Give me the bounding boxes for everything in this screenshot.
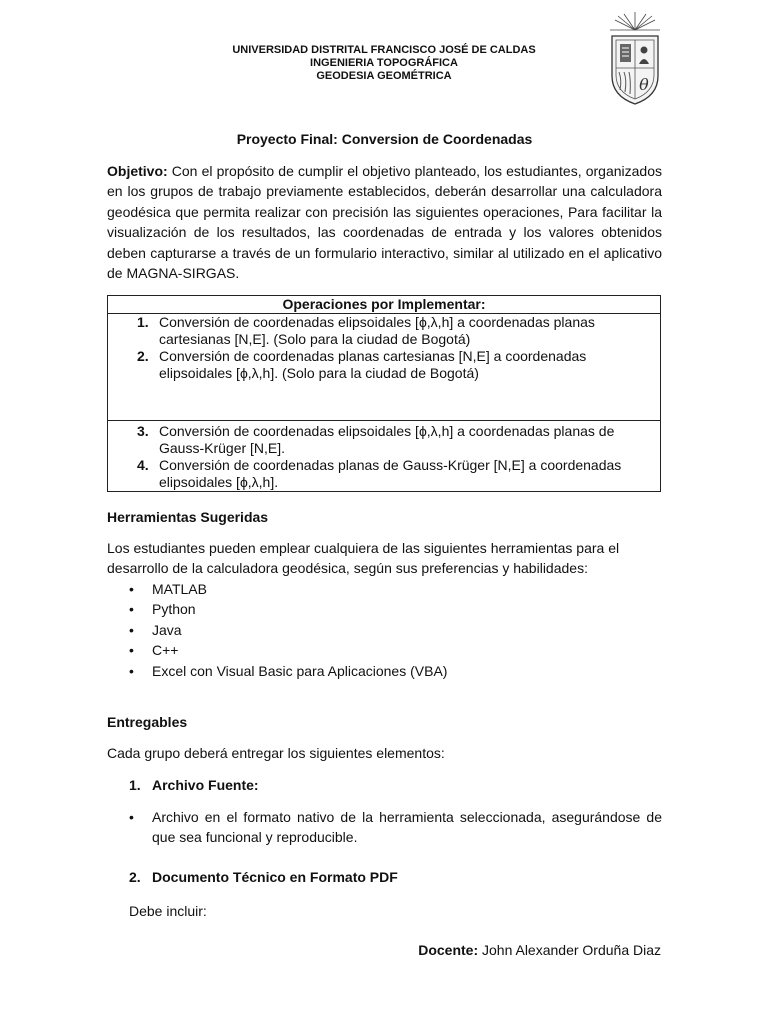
objective-paragraph <box>107 161 662 283</box>
operation-item: 2. Conversión de coordenadas planas cartesianas [N,E] a coordenadas elipsoidales [ϕ,λ,h]. (Solo para la ciudad de Bogotá) <box>137 348 587 381</box>
tools-intro: Los estudiantes pueden emplear cualquiera de las siguientes herramientas para el desarrollo de la calculadora geodésica, según sus preferencias y habilidades: <box>107 540 620 577</box>
list-item: • MATLAB <box>129 581 207 597</box>
teacher-label: Docente: <box>418 942 479 958</box>
deliverables-intro: Cada grupo deberá entregar los siguientes elementos: <box>107 745 445 761</box>
deliverable-item-1: 1. Archivo Fuente: <box>129 777 259 793</box>
program-name: INGENIERIA TOPOGRÁFICA <box>310 57 458 69</box>
operation-item: 4. Conversión de coordenadas planas de Gauss-Krüger [N,E] a coordenadas elipsoidales [ϕ,λ,h]. <box>137 457 622 490</box>
objective-text: Con el propósito de cumplir el objetivo planteado, los estudiantes, organizados en los grupos de trabajo previamente establecidos, deberán desarrollar una calculadora geodésica que permita realizar con precisión las siguientes operaciones, Para facilitar la visualización de los resultados, las coordenadas de entrada y los valores obtenidos deben capturarse a través de un formulario interactivo, similar al utilizado en el aplicativo de MAGNA-SIRGAS. <box>107 163 662 282</box>
operation-item: 1. Conversión de coordenadas elipsoidales [ϕ,λ,h] a coordenadas planas cartesianas [N,E]. (Solo para la ciudad de Bogotá) <box>137 314 595 347</box>
operations-table <box>107 295 661 492</box>
tools-heading: Herramientas Sugeridas <box>107 509 269 525</box>
university-seal-icon <box>608 10 662 106</box>
list-item: • Archivo en el formato nativo de la herramienta seleccionada, asegurándose de que sea funcional y reproducible. <box>129 809 662 846</box>
list-item: • Excel con Visual Basic para Aplicaciones (VBA) <box>129 662 448 679</box>
course-name: GEODESIA GEOMÉTRICA <box>316 70 452 82</box>
operation-item: 3. Conversión de coordenadas elipsoidales [ϕ,λ,h] a coordenadas planas de Gauss-Krüger [N,E]. <box>137 423 615 456</box>
operations-header: Operaciones por Implementar: <box>108 296 661 314</box>
deliverables-heading: Entregables <box>107 714 188 730</box>
teacher-name: John Alexander Orduña Diaz <box>478 942 661 958</box>
objective-label: Objetivo: <box>107 163 168 179</box>
svg-text:θ: θ <box>639 75 649 94</box>
list-item: • Python <box>129 601 196 618</box>
deliverable-2-text: Debe incluir: <box>129 903 207 919</box>
list-item: • Java <box>129 621 182 638</box>
university-name: UNIVERSIDAD DISTRITAL FRANCISCO JOSÉ DE CALDAS <box>232 44 536 56</box>
list-item: • C++ <box>129 642 179 659</box>
deliverable-1-details <box>107 807 662 848</box>
university-header <box>200 44 568 83</box>
tools-list <box>107 579 662 681</box>
teacher-signature <box>418 942 661 958</box>
deliverable-item-2: 2. Documento Técnico en Formato PDF <box>129 869 398 885</box>
document-title: Proyecto Final: Conversion de Coordenadas <box>236 131 533 147</box>
